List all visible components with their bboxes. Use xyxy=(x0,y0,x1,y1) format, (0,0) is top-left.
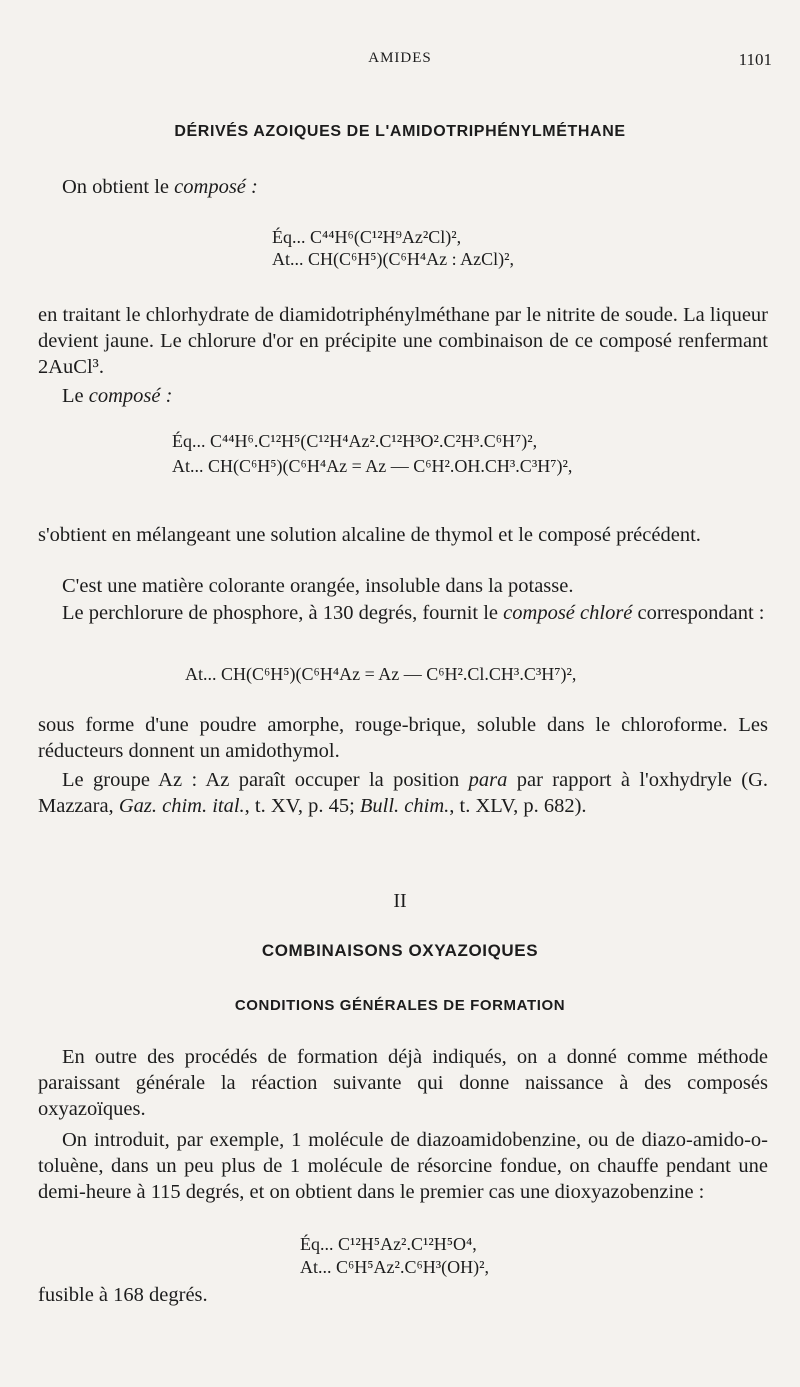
formula-line: Éq... C¹²H⁵Az².C¹²H⁵O⁴, xyxy=(300,1234,477,1254)
paragraph: s'obtient en mélangeant une solution alcaline de thymol et le composé précédent. xyxy=(38,524,701,546)
page-number: 1101 xyxy=(738,50,772,69)
formula-line: At... C⁶H⁵Az².C⁶H³(OH)², xyxy=(300,1257,489,1277)
section-title: DÉRIVÉS AZOIQUES DE L'AMIDOTRIPHÉNYLMÉTHANE xyxy=(174,123,626,140)
section-number: II xyxy=(393,890,407,912)
paragraph: Le composé : xyxy=(62,385,173,407)
section-title: COMBINAISONS OXYAZOIQUES xyxy=(261,941,539,960)
paragraph: On introduit, par exemple, 1 molécule de diazoamidobenzine, ou de diazo-amido-o-toluène, dans un peu plus de 1 molécule de résorcine fondue, on chauffe pendant une demi-heure à 115 degrés, et on obtient dans le premier cas une dioxyazobenzine : xyxy=(38,1129,768,1203)
formula-line: At... CH(C⁶H⁵)(C⁶H⁴Az : AzCl)², xyxy=(272,249,514,269)
formula-line: At... CH(C⁶H⁵)(C⁶H⁴Az = Az — C⁶H².Cl.CH³.C³H⁷)², xyxy=(185,664,577,684)
formula-line: Éq... C⁴⁴H⁶(C¹²H⁹Az²Cl)², xyxy=(272,227,462,247)
paragraph: en traitant le chlorhydrate de diamidotriphénylméthane par le nitrite de soude. La liqueur devient jaune. Le chlorure d'or en précipite une combinaison de ce composé renfermant 2AuCl³. xyxy=(38,304,768,378)
paragraph: En outre des procédés de formation déjà indiqués, on a donné comme méthode paraissant générale la réaction suivante qui donne naissance à des composés oxyazoïques. xyxy=(38,1046,768,1120)
paragraph: On obtient le composé : xyxy=(62,176,258,198)
paragraph: Le groupe Az : Az paraît occuper la position para par rapport à l'oxhydryle (G. Mazzara, Gaz. chim. ital., t. XV, p. 45; Bull. chim., t. XLV, p. 682). xyxy=(38,769,769,817)
running-header: AMIDES xyxy=(368,50,432,66)
paragraph: fusible à 168 degrés. xyxy=(38,1284,208,1306)
section-subtitle: CONDITIONS GÉNÉRALES DE FORMATION xyxy=(234,997,566,1014)
paragraph: C'est une matière colorante orangée, insoluble dans la potasse. xyxy=(62,575,574,597)
paragraph: sous forme d'une poudre amorphe, rouge-brique, soluble dans le chloroforme. Les réducteurs donnent un amidothymol. xyxy=(38,714,768,762)
formula-line: At... CH(C⁶H⁵)(C⁶H⁴Az = Az — C⁶H².OH.CH³.C³H⁷)², xyxy=(172,456,573,476)
paragraph: Le perchlorure de phosphore, à 130 degrés, fournit le composé chloré correspondant : xyxy=(62,602,765,624)
formula-line: Éq... C⁴⁴H⁶.C¹²H⁵(C¹²H⁴Az².C¹²H³O².C²H³.C⁶H⁷)², xyxy=(172,431,538,451)
